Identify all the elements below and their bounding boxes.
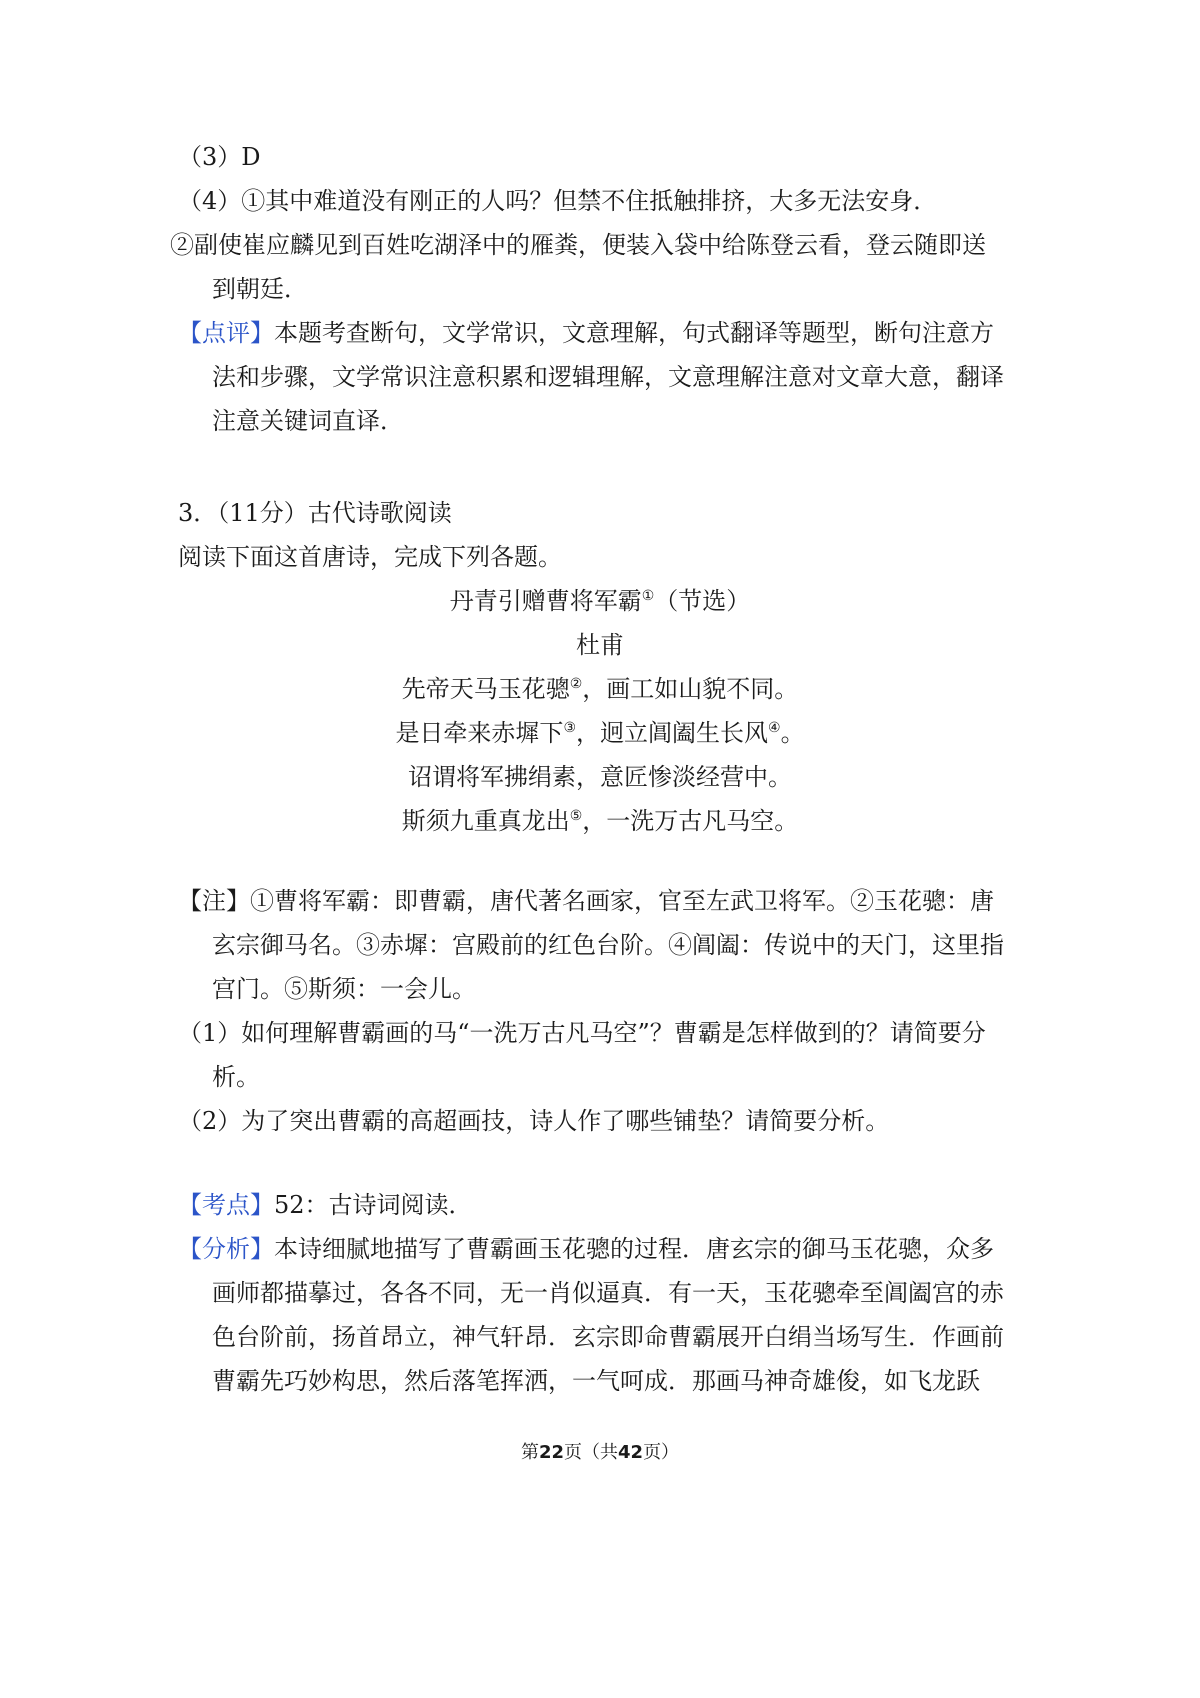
fenxi-text-2: 画师都描摹过，各各不同，无一肖似逼真．有一天，玉花骢牵至阊阖宫的赤 bbox=[212, 1279, 1004, 1307]
fenxi-text-4: 曹霸先巧妙构思，然后落笔挥洒，一气呵成．那画马神奇雄俊，如飞龙跃 bbox=[212, 1367, 980, 1395]
fenxi-text-1: 本诗细腻地描写了曹霸画玉花骢的过程．唐玄宗的御马玉花骢，众多 bbox=[274, 1235, 994, 1263]
poem-line-1: 先帝天马玉花骢②，画工如山貌不同。 bbox=[401, 675, 799, 703]
dianping-text-3: 注意关键词直译． bbox=[212, 407, 404, 435]
notes-line-1: 【注】①曹将军霸：即曹霸，唐代著名画家，官至左武卫将军。②玉花骢：唐 bbox=[178, 887, 994, 915]
poem-line-4: 斯须九重真龙出⑤，一洗万古凡马空。 bbox=[401, 807, 799, 835]
answer-4-2-cont: 到朝廷． bbox=[212, 275, 308, 303]
question-3-instruction: 阅读下面这首唐诗，完成下列各题。 bbox=[178, 543, 562, 571]
answer-4-1: （4）①其中难道没有刚正的人吗？但禁不住抵触排挤，大多无法安身． bbox=[178, 187, 938, 215]
dianping-paragraph bbox=[178, 316, 994, 350]
poem-line-3: 诏谓将军拂绢素，意匠惨淡经营中。 bbox=[408, 763, 792, 791]
fenxi-label: 【分析】 bbox=[178, 1235, 274, 1263]
kaodian-text: 52：古诗词阅读． bbox=[274, 1191, 473, 1219]
page-number: 22 bbox=[538, 1442, 564, 1463]
page-total: 42 bbox=[618, 1442, 644, 1463]
question-3-heading: 3．（11分）古代诗歌阅读 bbox=[178, 499, 452, 527]
notes-line-3: 宫门。⑤斯须：一会儿。 bbox=[212, 975, 476, 1003]
fenxi-paragraph bbox=[178, 1232, 994, 1266]
poem-author: 杜甫 bbox=[576, 631, 624, 659]
page-footer: 第22页（共42页） bbox=[520, 1442, 680, 1463]
question-2: （2）为了突出曹霸的高超画技，诗人作了哪些铺垫？请简要分析。 bbox=[178, 1107, 890, 1135]
dianping-text-1: 本题考查断句，文学常识，文意理解，句式翻译等题型，断句注意方 bbox=[274, 319, 994, 347]
question-1: （1）如何理解曹霸画的马“一洗万古凡马空”？曹霸是怎样做到的？请简要分 bbox=[178, 1019, 986, 1047]
answer-3: （3）D bbox=[178, 143, 261, 171]
dianping-text-2: 法和步骤，文学常识注意积累和逻辑理解，文意理解注意对文章大意，翻译 bbox=[212, 363, 1004, 391]
poem-line-2: 是日牵来赤墀下③，迥立阊阖生长风④。 bbox=[395, 719, 805, 747]
kaodian-paragraph bbox=[178, 1188, 473, 1222]
fenxi-text-3: 色台阶前，扬首昂立，神气轩昂．玄宗即命曹霸展开白绢当场写生．作画前 bbox=[212, 1323, 1004, 1351]
kaodian-label: 【考点】 bbox=[178, 1191, 274, 1219]
notes-line-2: 玄宗御马名。③赤墀：宫殿前的红色台阶。④阊阖：传说中的天门，这里指 bbox=[212, 931, 1004, 959]
answer-4-2: ②副使崔应麟见到百姓吃湖泽中的雁粪，便装入袋中给陈登云看，登云随即送 bbox=[170, 231, 986, 259]
dianping-label: 【点评】 bbox=[178, 319, 274, 347]
question-1-cont: 析。 bbox=[212, 1063, 260, 1091]
poem-title: 丹青引赠曹将军霸①（节选） bbox=[449, 587, 751, 615]
